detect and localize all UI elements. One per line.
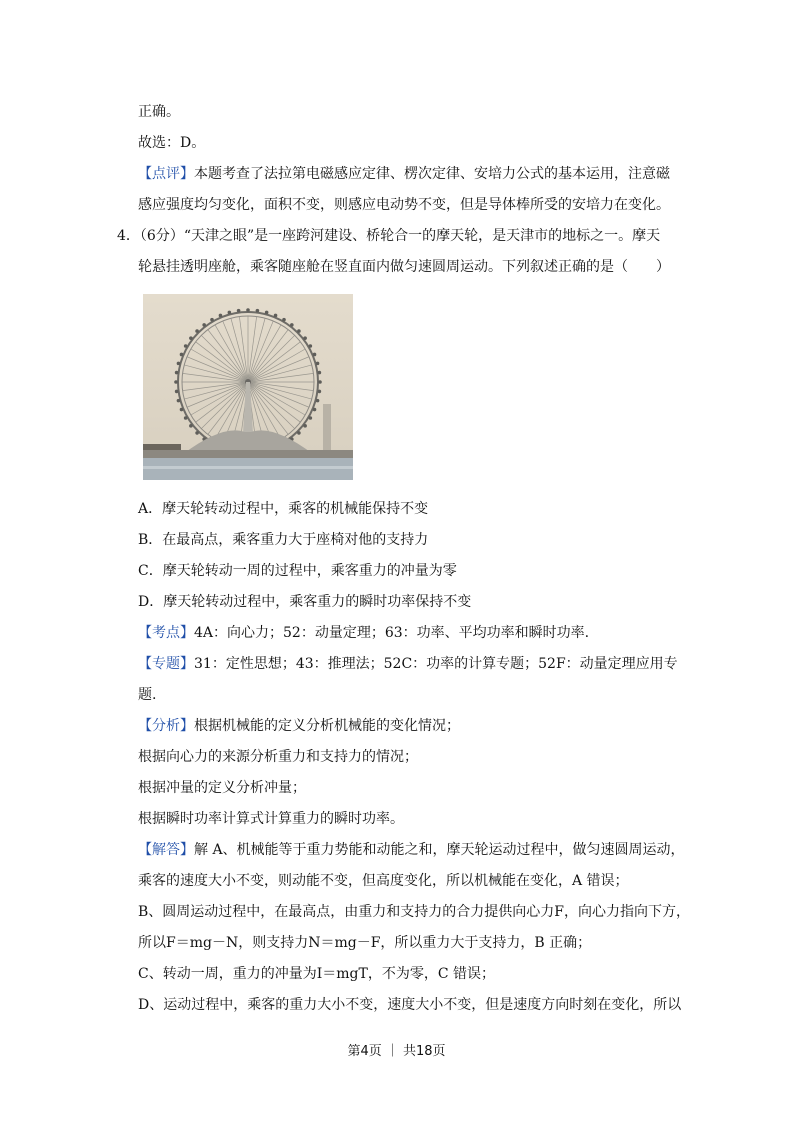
- jieda-line-4: 所以F＝mg－N，则支持力N＝mg－F，所以重力大于支持力，B 正确；: [138, 935, 592, 951]
- jieda-line-3: B、圆周运动过程中，在最高点，由重力和支持力的合力提供向心力F，向心力指向下方，: [138, 904, 690, 920]
- jieda-text-1: 解 A、机械能等于重力势能和动能之和，摩天轮运动过程中，做匀速圆周运动，: [194, 842, 685, 858]
- jieda-line-5: C、转动一周，重力的冲量为I＝mgT，不为零，C 错误；: [138, 966, 495, 982]
- question-stem-line-1: [117, 226, 660, 246]
- option-d: D．摩天轮转动过程中，乘客重力的瞬时功率保持不变: [138, 594, 472, 610]
- kaodian-text: 4A：向心力；52：动量定理；63：功率、平均功率和瞬时功率.: [194, 625, 590, 641]
- fenxi-line-2: 根据向心力的来源分析重力和支持力的情况；: [138, 749, 418, 765]
- zhuanti-tag: 【专题】: [138, 656, 194, 672]
- jieda-line-2: 乘客的速度大小不变，则动能不变，但高度变化，所以机械能在变化，A 错误；: [138, 873, 629, 889]
- fenxi-text-1: 根据机械能的定义分析机械能的变化情况；: [194, 718, 460, 734]
- kaodian-tag: 【考点】: [138, 625, 194, 641]
- fenxi-line-3: 根据冲量的定义分析冲量；: [138, 780, 306, 796]
- page-footer: 第4页 ｜ 共18页: [347, 1044, 446, 1059]
- comment-line-1: [138, 164, 670, 184]
- comment-tag: 【点评】: [138, 166, 194, 182]
- question-stem-line-2: 轮悬挂透明座舱，乘客随座舱在竖直面内做匀速圆周运动。下列叙述正确的是（ ）: [138, 259, 670, 275]
- question-stem-text-1: （6分）“天津之眼”是一座跨河建设、桥轮合一的摩天轮，是天津市的地标之一。摩天: [139, 228, 661, 244]
- comment-text-1: 本题考查了法拉第电磁感应定律、楞次定律、安培力公式的基本运用，注意磁: [194, 166, 670, 182]
- jieda-line-1: [138, 840, 685, 860]
- ferris-wheel-icon: [143, 294, 353, 480]
- fenxi-tag: 【分析】: [138, 718, 194, 734]
- jieda-line-6: D、运动过程中，乘客的重力大小不变，速度大小不变，但是速度方向时刻在变化，所以: [138, 997, 682, 1013]
- option-b: B．在最高点，乘客重力大于座椅对他的支持力: [138, 532, 429, 548]
- fenxi-line-4: 根据瞬时功率计算式计算重力的瞬时功率。: [138, 811, 404, 827]
- zhuanti-line-2: 题.: [138, 687, 157, 703]
- comment-line-2: 感应强度均匀变化，面积不变，则感应电动势不变，但是导体棒所受的安培力在变化。: [138, 197, 670, 213]
- prev-choice-line: 故选：D。: [138, 135, 206, 151]
- jieda-tag: 【解答】: [138, 842, 194, 858]
- option-a: A．摩天轮转动过程中，乘客的机械能保持不变: [138, 501, 429, 517]
- kaodian-line: [138, 623, 589, 643]
- fenxi-line-1: [138, 716, 460, 736]
- question-number: 4．: [117, 228, 140, 244]
- zhuanti-line-1: [138, 654, 678, 674]
- prev-answer-line: 正确。: [138, 104, 180, 120]
- option-c: C．摩天轮转动一周的过程中，乘客重力的冲量为零: [138, 563, 457, 579]
- ferris-wheel-photo: [143, 294, 353, 480]
- zhuanti-text-1: 31：定性思想；43：推理法；52C：功率的计算专题；52F：动量定理应用专: [194, 656, 678, 672]
